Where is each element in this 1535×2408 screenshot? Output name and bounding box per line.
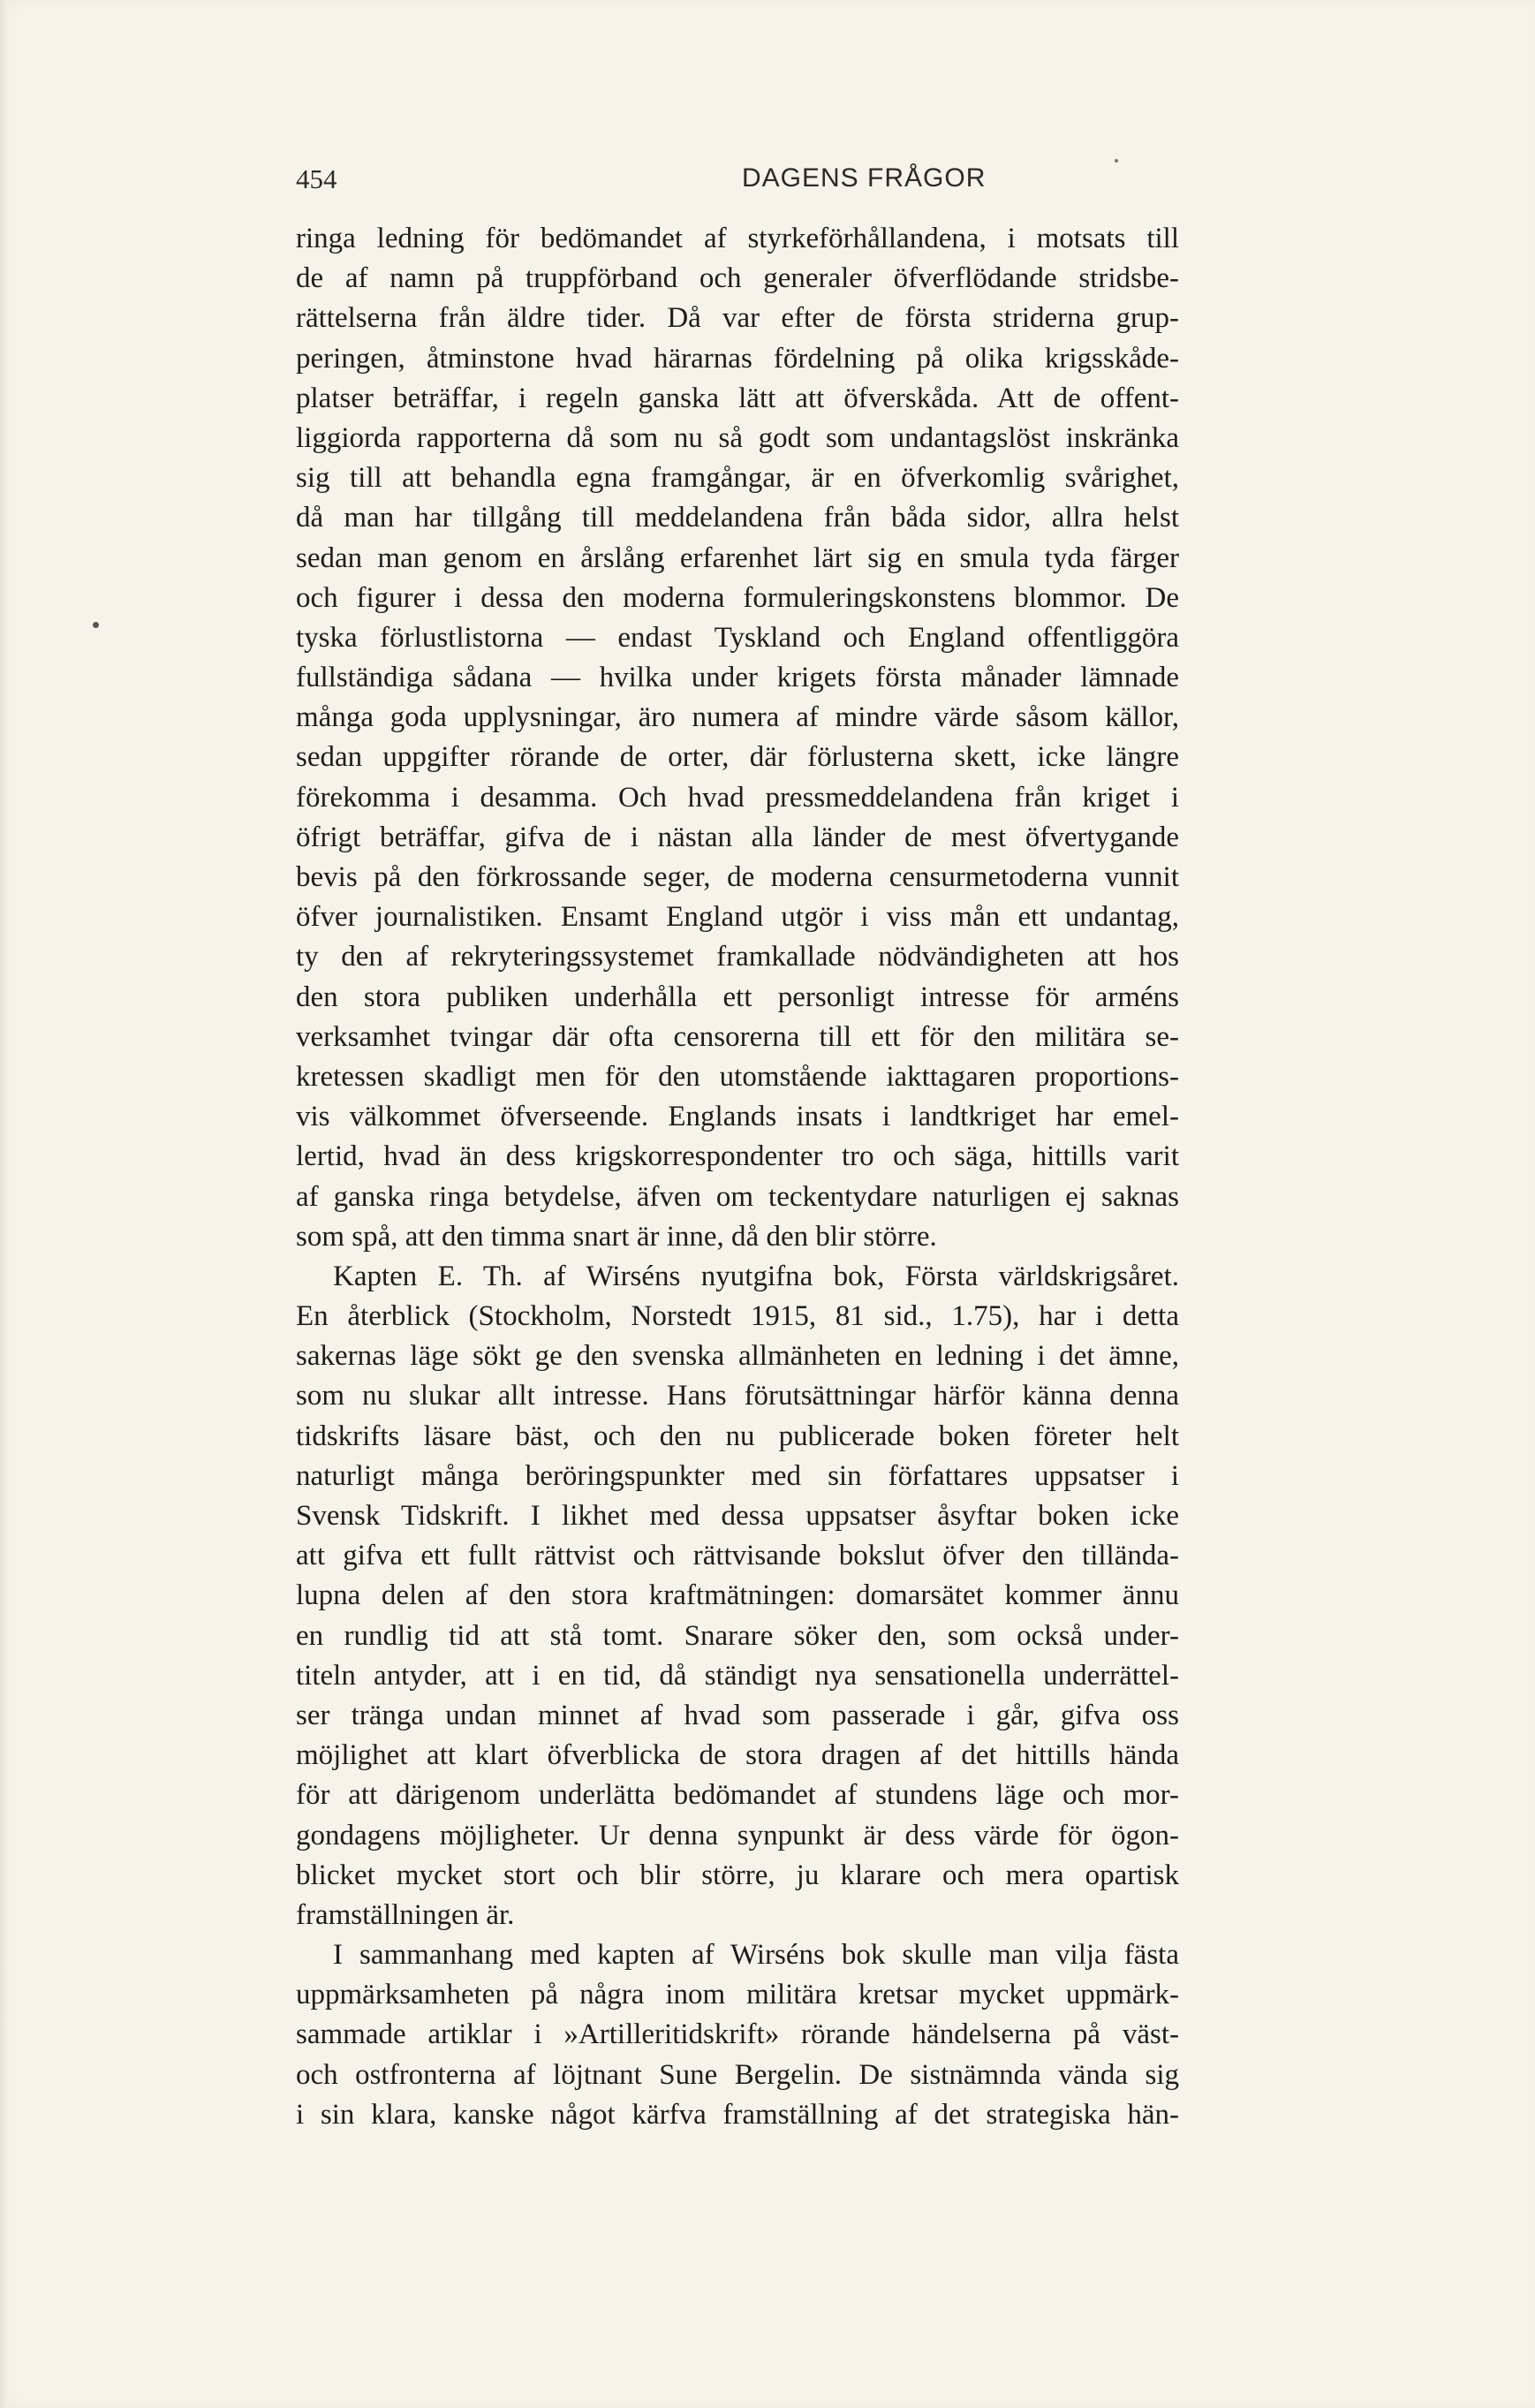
text-line: platser beträffar, i regeln ganska lätt att öfverskåda. Att de offent-	[296, 382, 1179, 414]
text-line: då man har tillgång till meddelandena från båda sidor, allra helst	[296, 502, 1179, 534]
text-line: sig till att behandla egna framgångar, är en öfverkomlig svårighet,	[296, 462, 1179, 495]
text-line: liggiorda rapporterna då som nu så godt som undantagslöst inskränka	[296, 421, 1179, 454]
text-line: för att därigenom underlätta bedömandet af stundens läge och mor-	[296, 1779, 1179, 1812]
text-line: sakernas läge sökt ge den svenska allmänheten en ledning i det ämne,	[296, 1340, 1179, 1373]
text-line: blicket mycket stort och blir större, ju klarare och mera opartisk	[296, 1859, 1179, 1891]
text-line: och ostfronterna af löjtnant Sune Bergelin. De sistnämnda vända sig	[296, 2058, 1179, 2091]
text-line: den stora publiken underhålla ett personligt intresse för arméns	[296, 981, 1179, 1013]
text-line: ty den af rekryteringssystemet framkallade nödvändigheten att hos	[296, 941, 1179, 973]
text-line: sammade artiklar i »Artilleritidskrift» rörande händelserna på väst-	[296, 2018, 1179, 2051]
page-number: 454	[296, 163, 337, 194]
paragraph-first-line: I sammanhang med kapten af Wirséns bok skulle man vilja fästa	[333, 1939, 1179, 1972]
text-line: många goda upplysningar, äro numera af mindre värde såsom källor,	[296, 701, 1179, 734]
text-line: af ganska ringa betydelse, äfven om teckentydare naturligen ej saknas	[296, 1180, 1179, 1213]
text-line: Svensk Tidskrift. I likhet med dessa uppsatser åsyftar boken icke	[296, 1500, 1179, 1532]
text-line: sedan uppgifter rörande de orter, där förlusterna skett, icke längre	[296, 741, 1179, 774]
running-head: DAGENS FRÅGOR	[742, 163, 987, 193]
text-line: titeln antyder, att i en tid, då ständigt nya sensationella underrättel-	[296, 1659, 1179, 1692]
text-line: att gifva ett fullt rättvist och rättvisande bokslut öfver den tillända-	[296, 1540, 1179, 1572]
page-header	[296, 155, 1179, 199]
text-line: i sin klara, kanske något kärfva framställning af det strategiska hän-	[296, 2098, 1179, 2131]
text-line: öfver journalistiken. Ensamt England utgör i viss mån ett undantag,	[296, 901, 1179, 934]
margin-mark	[93, 622, 99, 628]
text-line: de af namn på truppförband och generaler öfverflödande stridsbe-	[296, 262, 1179, 295]
page-edge-shadow	[0, 0, 9, 2408]
text-line: naturligt många beröringspunkter med sin författares uppsatser i	[296, 1459, 1179, 1492]
text-line: vis välkommet öfverseende. Englands insats i landtkriget har emel-	[296, 1101, 1179, 1133]
text-line: en rundlig tid att stå tomt. Snarare söker den, som också under-	[296, 1619, 1179, 1652]
text-line: tyska förlustlistorna — endast Tyskland och England offentliggöra	[296, 621, 1179, 654]
text-line: gondagens möjligheter. Ur denna synpunkt är dess värde för ögon-	[296, 1819, 1179, 1851]
text-line: verksamhet tvingar där ofta censorerna till ett för den militära se-	[296, 1020, 1179, 1053]
text-line: peringen, åtminstone hvad härarnas fördelning på olika krigsskåde-	[296, 342, 1179, 375]
paragraph-first-line: Kapten E. Th. af Wirséns nyutgifna bok, Första världskrigsåret.	[333, 1260, 1179, 1292]
text-line: möjlighet att klart öfverblicka de stora dragen af det hittills hända	[296, 1739, 1179, 1772]
paragraph-last-line: som spå, att den timma snart är inne, då den blir större.	[296, 1220, 937, 1253]
text-line: uppmärksamheten på några inom militära kretsar mycket uppmärk-	[296, 1979, 1179, 2011]
text-line: förekomma i desamma. Och hvad pressmeddelandena från kriget i	[296, 781, 1179, 814]
text-line: bevis på den förkrossande seger, de moderna censurmetoderna vunnit	[296, 861, 1179, 893]
text-line: ser tränga undan minnet af hvad som passerade i går, gifva oss	[296, 1699, 1179, 1731]
text-line: sedan man genom en årslång erfarenhet lärt sig en smula tyda färger	[296, 541, 1179, 574]
text-line: tidskrifts läsare bäst, och den nu publicerade boken företer helt	[296, 1420, 1179, 1452]
text-line: kretessen skadligt men för den utomstående iakttagaren proportions-	[296, 1060, 1179, 1093]
text-line: öfrigt beträffar, gifva de i nästan alla länder de mest öfvertygande	[296, 821, 1179, 853]
text-line: lupna delen af den stora kraftmätningen: domarsätet kommer ännu	[296, 1579, 1179, 1612]
text-line: fullständiga sådana — hvilka under krigets första månader lämnade	[296, 662, 1179, 694]
text-line: En återblick (Stockholm, Norstedt 1915, 81 sid., 1.75), har i detta	[296, 1300, 1179, 1333]
text-line: ringa ledning för bedömandet af styrkeförhållandena, i motsats till	[296, 223, 1179, 254]
text-line: och figurer i dessa den moderna formuleringskonstens blommor. De	[296, 581, 1179, 614]
body-text	[296, 219, 1179, 2135]
text-line: lertid, hvad än dess krigskorrespondenter tro och säga, hittills varit	[296, 1140, 1179, 1173]
paragraph-last-line: framställningen är.	[296, 1898, 515, 1931]
text-line: rättelserna från äldre tider. Då var efter de första striderna grup-	[296, 302, 1179, 335]
text-line: som nu slukar allt intresse. Hans förutsättningar härför känna denna	[296, 1380, 1179, 1412]
